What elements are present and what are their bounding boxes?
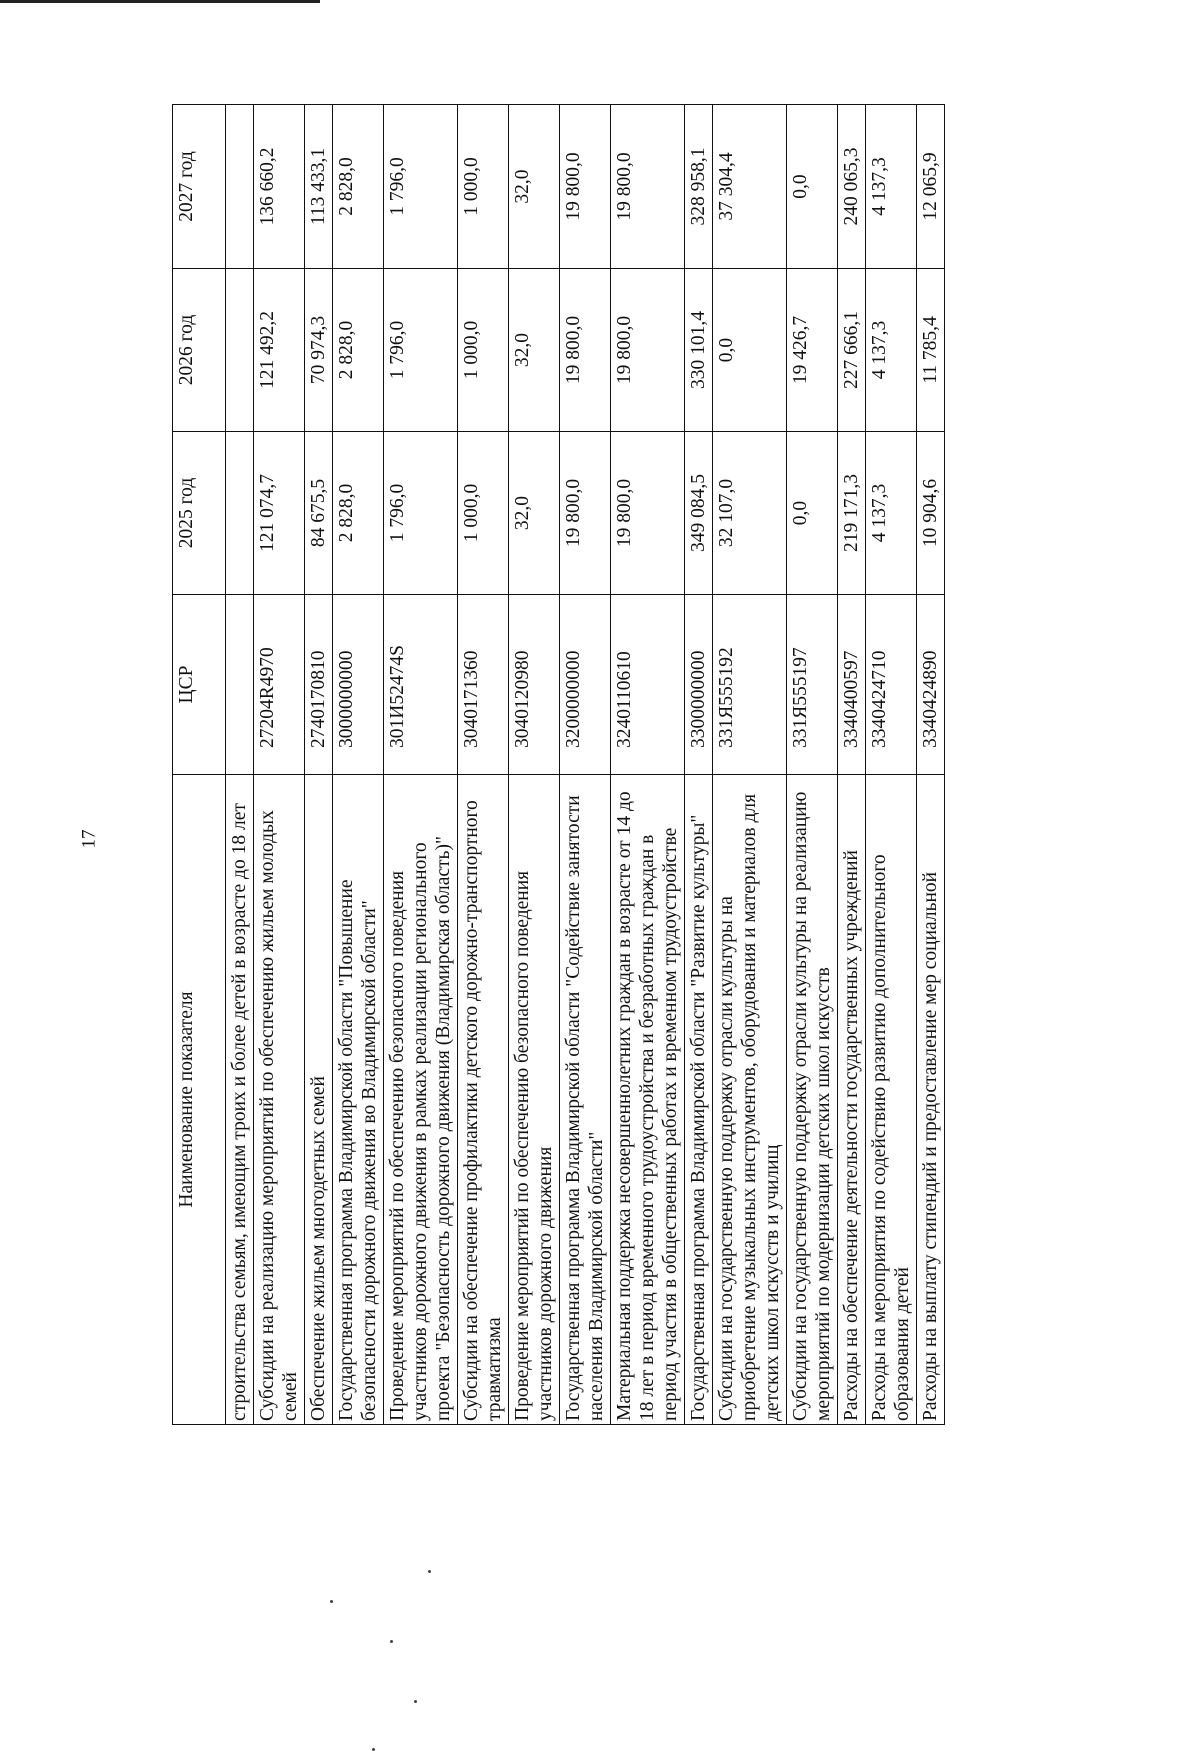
row-2025: 1 796,0	[384, 432, 458, 595]
row-name: Расходы на выплату стипендий и предоставление мер социальной	[917, 775, 945, 1425]
row-2027: 4 137,3	[866, 105, 917, 269]
row-2025: 10 904,6	[917, 432, 945, 595]
row-code: 3200000000	[560, 595, 611, 775]
table-row	[611, 105, 685, 1425]
row-2026: 19 426,7	[787, 269, 838, 432]
row-2026: 4 137,3	[866, 269, 917, 432]
row-2027: 19 800,0	[560, 105, 611, 269]
row-2026: 227 666,1	[838, 269, 866, 432]
row-code: 27204R4970	[254, 595, 305, 775]
row-2027: 1 000,0	[458, 105, 509, 269]
row-2027: 1 796,0	[384, 105, 458, 269]
row-2026: 2 828,0	[333, 269, 384, 432]
row-2026: 32,0	[509, 269, 560, 432]
row-2027: 240 065,3	[838, 105, 866, 269]
table-row	[866, 105, 917, 1425]
row-2027: 136 660,2	[254, 105, 305, 269]
table-row	[226, 105, 254, 1425]
header-2026: 2026 год	[173, 269, 226, 432]
row-2025: 0,0	[787, 432, 838, 595]
row-2026: 0,0	[713, 269, 787, 432]
row-2027	[226, 105, 254, 269]
budget-table	[172, 104, 945, 1425]
scan-speck	[428, 1570, 431, 1573]
row-code: 3240110610	[611, 595, 685, 775]
table-row	[254, 105, 305, 1425]
row-2027: 19 800,0	[611, 105, 685, 269]
row-name: Материальная поддержка несовершеннолетних граждан в возрасте от 14 до 18 лет в период временного трудоустройства и безработных граждан в период участия в общественных работах и временном трудоустройстве	[611, 775, 685, 1425]
rotated-table-container	[172, 105, 1142, 1425]
top-border-line	[0, 0, 320, 3]
row-2026: 1 000,0	[458, 269, 509, 432]
header-code: ЦСР	[173, 595, 226, 775]
row-name: строительства семьям, имеющим троих и более детей в возрасте до 18 лет	[226, 775, 254, 1425]
table-row	[560, 105, 611, 1425]
row-2025: 2 828,0	[333, 432, 384, 595]
row-2025: 1 000,0	[458, 432, 509, 595]
scan-speck	[390, 1640, 393, 1643]
row-2026: 1 796,0	[384, 269, 458, 432]
table-row	[713, 105, 787, 1425]
row-name: Обеспечение жильем многодетных семей	[305, 775, 333, 1425]
table-row	[917, 105, 945, 1425]
scan-speck	[330, 1600, 333, 1603]
row-code: 3300000000	[685, 595, 713, 775]
row-2026: 330 101,4	[685, 269, 713, 432]
row-2027: 12 065,9	[917, 105, 945, 269]
row-2025: 19 800,0	[560, 432, 611, 595]
row-2025: 32,0	[509, 432, 560, 595]
header-name: Наименование показателя	[173, 775, 226, 1425]
row-2027: 2 828,0	[333, 105, 384, 269]
row-name: Субсидии на обеспечение профилактики детского дорожно-транспортного травматизма	[458, 775, 509, 1425]
row-code: 3340424890	[917, 595, 945, 775]
table-row	[305, 105, 333, 1425]
row-name: Государственная программа Владимирской области "Развитие культуры"	[685, 775, 713, 1425]
row-2027: 37 304,4	[713, 105, 787, 269]
row-code: 3340400597	[838, 595, 866, 775]
row-2025: 19 800,0	[611, 432, 685, 595]
row-name: Проведение мероприятий по обеспечению безопасного поведения участников дорожного движения	[509, 775, 560, 1425]
row-name: Государственная программа Владимирской области "Повышение безопасности дорожного движения во Владимирской области"	[333, 775, 384, 1425]
row-2025: 219 171,3	[838, 432, 866, 595]
row-code: 2740170810	[305, 595, 333, 775]
header-2025: 2025 год	[173, 432, 226, 595]
row-code: 301И52474S	[384, 595, 458, 775]
table-row	[384, 105, 458, 1425]
row-2027: 113 433,1	[305, 105, 333, 269]
table-header-row	[173, 105, 226, 1425]
row-code	[226, 595, 254, 775]
table-row	[685, 105, 713, 1425]
table-row	[838, 105, 866, 1425]
row-name: Проведение мероприятий по обеспечению безопасного поведения участников дорожного движения в рамках реализации регионального проекта "Безопасность дорожного движения (Владимирская область)"	[384, 775, 458, 1425]
table-row	[787, 105, 838, 1425]
table-row	[509, 105, 560, 1425]
row-2026: 19 800,0	[560, 269, 611, 432]
scan-speck	[414, 1700, 417, 1703]
row-2026: 11 785,4	[917, 269, 945, 432]
row-name: Расходы на обеспечение деятельности государственных учреждений	[838, 775, 866, 1425]
table-row	[333, 105, 384, 1425]
row-name: Расходы на мероприятия по содействию развитию дополнительного образования детей	[866, 775, 917, 1425]
row-2025: 4 137,3	[866, 432, 917, 595]
table-row	[458, 105, 509, 1425]
row-2025: 32 107,0	[713, 432, 787, 595]
row-2026: 70 974,3	[305, 269, 333, 432]
row-code: 331Я555192	[713, 595, 787, 775]
row-code: 3340424710	[866, 595, 917, 775]
row-2026: 121 492,2	[254, 269, 305, 432]
row-2027: 328 958,1	[685, 105, 713, 269]
row-name: Субсидии на государственную поддержку отрасли культуры на реализацию мероприятий по модернизации детских школ искусств	[787, 775, 838, 1425]
row-code: 3040120980	[509, 595, 560, 775]
page-number: 17	[78, 829, 100, 849]
row-code: 3000000000	[333, 595, 384, 775]
row-name: Субсидии на государственную поддержку отрасли культуры на приобретение музыкальных инструментов, оборудования и материалов для детских школ искусств и училищ	[713, 775, 787, 1425]
row-2027: 0,0	[787, 105, 838, 269]
row-2025: 349 084,5	[685, 432, 713, 595]
row-2026: 19 800,0	[611, 269, 685, 432]
row-2027: 32,0	[509, 105, 560, 269]
row-name: Государственная программа Владимирской области "Содействие занятости населения Владимирской области"	[560, 775, 611, 1425]
row-code: 3040171360	[458, 595, 509, 775]
header-2027: 2027 год	[173, 105, 226, 269]
row-2025: 121 074,7	[254, 432, 305, 595]
row-2025: 84 675,5	[305, 432, 333, 595]
row-2025	[226, 432, 254, 595]
row-2026	[226, 269, 254, 432]
row-code: 331Я555197	[787, 595, 838, 775]
row-name: Субсидии на реализацию мероприятий по обеспечению жильем молодых семей	[254, 775, 305, 1425]
